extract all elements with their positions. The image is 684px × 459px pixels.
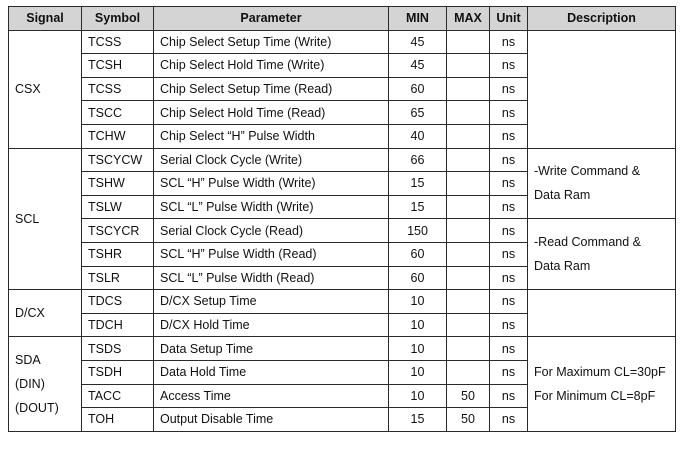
unit-cell: ns — [490, 54, 528, 78]
symbol-cell: TSHW — [82, 172, 154, 196]
signal-label: CSX — [15, 82, 41, 97]
min-cell: 66 — [389, 148, 447, 172]
max-cell — [447, 266, 490, 290]
max-cell — [447, 195, 490, 219]
parameter-cell: Chip Select Setup Time (Write) — [154, 30, 389, 54]
parameter-cell: Serial Clock Cycle (Read) — [154, 219, 389, 243]
signal-cell-sda — [9, 337, 82, 431]
symbol-cell: TCSS — [82, 77, 154, 101]
min-cell: 15 — [389, 408, 447, 432]
parameter-cell: Chip Select Hold Time (Read) — [154, 101, 389, 125]
unit-cell: ns — [490, 384, 528, 408]
timing-table-container — [8, 6, 676, 432]
header-unit: Unit — [490, 7, 528, 31]
parameter-cell: Chip Select Hold Time (Write) — [154, 54, 389, 78]
min-cell: 10 — [389, 384, 447, 408]
signal-label: SDA — [15, 353, 41, 367]
parameter-cell: Data Hold Time — [154, 360, 389, 384]
symbol-cell: TSDH — [82, 360, 154, 384]
description-cell-dcx — [528, 290, 676, 337]
min-cell: 10 — [389, 337, 447, 361]
unit-cell: ns — [490, 337, 528, 361]
max-cell — [447, 360, 490, 384]
unit-cell: ns — [490, 77, 528, 101]
parameter-cell: Output Disable Time — [154, 408, 389, 432]
unit-cell: ns — [490, 148, 528, 172]
signal-label: (DIN) — [15, 377, 45, 391]
parameter-cell: Chip Select Setup Time (Read) — [154, 77, 389, 101]
min-cell: 40 — [389, 124, 447, 148]
min-cell: 45 — [389, 54, 447, 78]
min-cell: 60 — [389, 77, 447, 101]
max-cell — [447, 172, 490, 196]
max-cell: 50 — [447, 408, 490, 432]
unit-cell: ns — [490, 408, 528, 432]
symbol-cell: TOH — [82, 408, 154, 432]
max-cell — [447, 30, 490, 54]
parameter-cell: Access Time — [154, 384, 389, 408]
min-cell: 15 — [389, 195, 447, 219]
max-cell — [447, 101, 490, 125]
symbol-cell: TCSH — [82, 54, 154, 78]
parameter-cell: SCL “H” Pulse Width (Read) — [154, 242, 389, 266]
table-row — [9, 30, 676, 54]
min-cell: 15 — [389, 172, 447, 196]
header-parameter: Parameter — [154, 7, 389, 31]
min-cell: 10 — [389, 360, 447, 384]
description-line: Data Ram — [534, 188, 591, 203]
description-line: For Maximum CL=30pF — [534, 365, 666, 379]
max-cell — [447, 124, 490, 148]
parameter-cell: Serial Clock Cycle (Write) — [154, 148, 389, 172]
unit-cell: ns — [490, 313, 528, 337]
unit-cell: ns — [490, 219, 528, 243]
symbol-cell: TSLR — [82, 266, 154, 290]
table-row — [9, 219, 676, 243]
description-line: For Minimum CL=8pF — [534, 389, 656, 403]
symbol-cell: TSLW — [82, 195, 154, 219]
timing-characteristics-table — [8, 6, 676, 432]
description-cell-csx — [528, 30, 676, 148]
parameter-cell: SCL “H” Pulse Width (Write) — [154, 172, 389, 196]
signal-label: (DOUT) — [15, 401, 59, 415]
max-cell — [447, 219, 490, 243]
header-description: Description — [528, 7, 676, 31]
signal-cell-dcx — [9, 290, 82, 337]
signal-label: D/CX — [15, 306, 45, 321]
signal-label: SCL — [15, 211, 40, 226]
unit-cell: ns — [490, 242, 528, 266]
parameter-cell: D/CX Hold Time — [154, 313, 389, 337]
max-cell — [447, 54, 490, 78]
min-cell: 60 — [389, 242, 447, 266]
max-cell — [447, 77, 490, 101]
table-row — [9, 290, 676, 314]
symbol-cell: TACC — [82, 384, 154, 408]
unit-cell: ns — [490, 266, 528, 290]
unit-cell: ns — [490, 360, 528, 384]
min-cell: 60 — [389, 266, 447, 290]
max-cell — [447, 313, 490, 337]
parameter-cell: SCL “L” Pulse Width (Write) — [154, 195, 389, 219]
symbol-cell: TSHR — [82, 242, 154, 266]
parameter-cell: Data Setup Time — [154, 337, 389, 361]
max-cell — [447, 148, 490, 172]
unit-cell: ns — [490, 172, 528, 196]
table-row — [9, 337, 676, 361]
max-cell — [447, 337, 490, 361]
description-line: -Write Command & — [534, 164, 641, 179]
unit-cell: ns — [490, 124, 528, 148]
min-cell: 150 — [389, 219, 447, 243]
min-cell: 10 — [389, 313, 447, 337]
signal-cell-csx — [9, 30, 82, 148]
header-symbol: Symbol — [82, 7, 154, 31]
parameter-cell: D/CX Setup Time — [154, 290, 389, 314]
symbol-cell: TSDS — [82, 337, 154, 361]
max-cell — [447, 290, 490, 314]
symbol-cell: TSCYCR — [82, 219, 154, 243]
header-max: MAX — [447, 7, 490, 31]
symbol-cell: TDCS — [82, 290, 154, 314]
description-cell-scl-read — [528, 219, 676, 290]
unit-cell: ns — [490, 101, 528, 125]
unit-cell: ns — [490, 290, 528, 314]
unit-cell: ns — [490, 30, 528, 54]
header-min: MIN — [389, 7, 447, 31]
min-cell: 65 — [389, 101, 447, 125]
unit-cell: ns — [490, 195, 528, 219]
min-cell: 45 — [389, 30, 447, 54]
symbol-cell: TCSS — [82, 30, 154, 54]
description-cell-sda — [528, 337, 676, 431]
signal-cell-scl — [9, 148, 82, 290]
header-signal: Signal — [9, 7, 82, 31]
description-cell-scl-write — [528, 148, 676, 219]
min-cell: 10 — [389, 290, 447, 314]
table-row — [9, 148, 676, 172]
symbol-cell: TSCYCW — [82, 148, 154, 172]
symbol-cell: TCHW — [82, 124, 154, 148]
symbol-cell: TDCH — [82, 313, 154, 337]
description-line: Data Ram — [534, 259, 591, 274]
parameter-cell: Chip Select “H” Pulse Width — [154, 124, 389, 148]
description-line: -Read Command & — [534, 235, 641, 250]
header-row — [9, 7, 676, 31]
max-cell: 50 — [447, 384, 490, 408]
symbol-cell: TSCC — [82, 101, 154, 125]
max-cell — [447, 242, 490, 266]
parameter-cell: SCL “L” Pulse Width (Read) — [154, 266, 389, 290]
